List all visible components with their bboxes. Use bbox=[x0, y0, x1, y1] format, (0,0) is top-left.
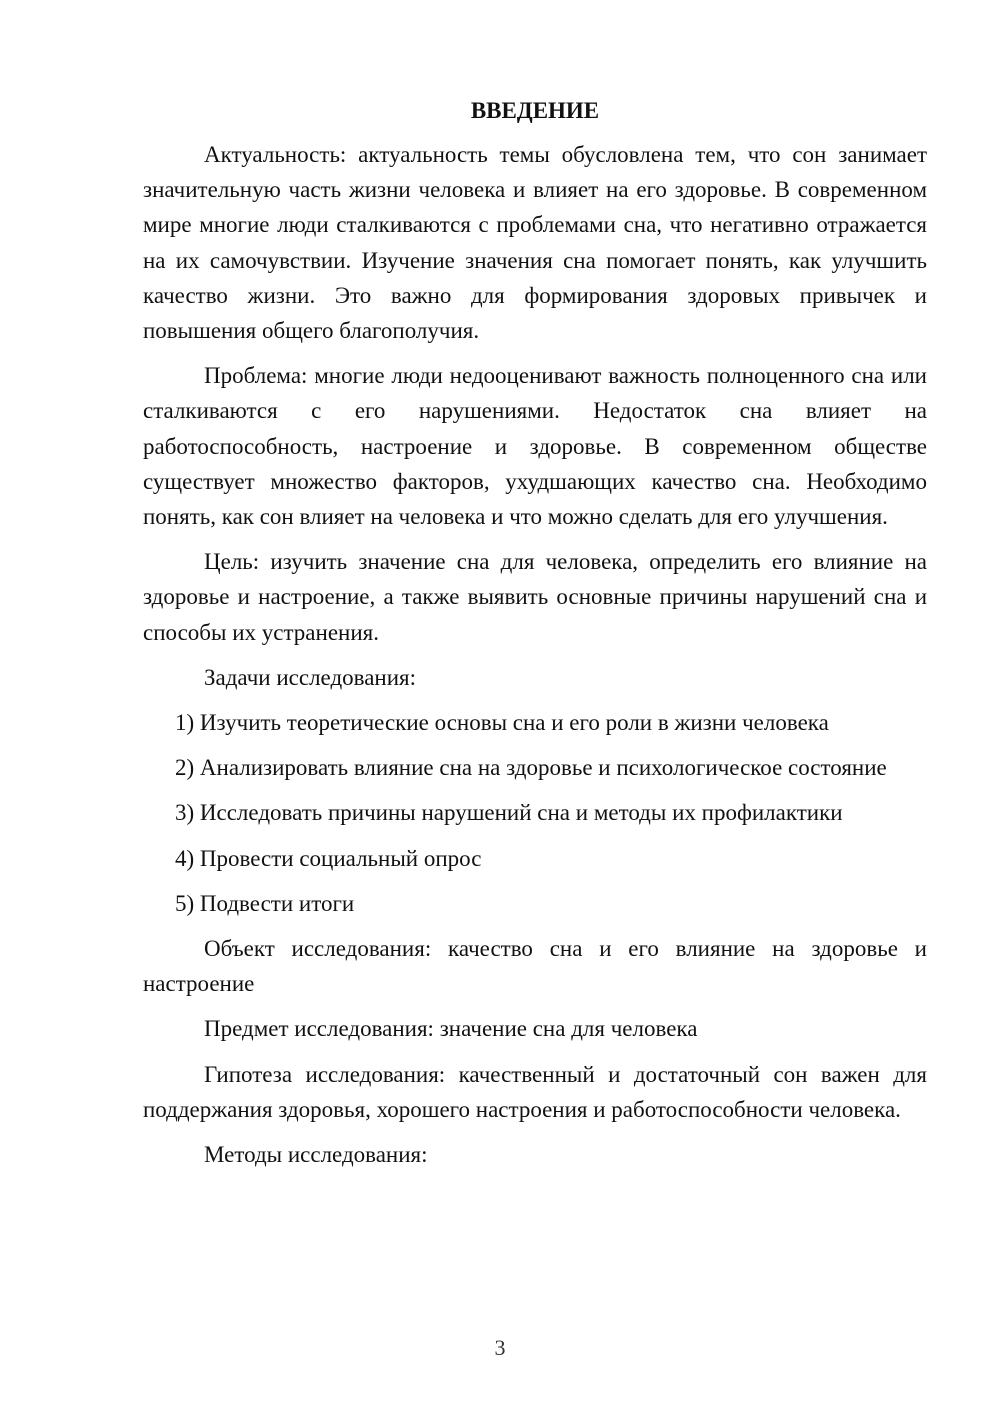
task-item-3: 3) Исследовать причины нарушений сна и методы их профилактики bbox=[175, 800, 843, 826]
paragraph-subject: Предмет исследования: значение сна для человека bbox=[204, 1016, 698, 1042]
paragraph-hypothesis: Гипотеза исследования: качественный и достаточный сон важен для поддержания здоровья, хорошего настроения и работоспособности человека. bbox=[143, 1061, 927, 1122]
page-content bbox=[143, 95, 927, 1182]
task-item-4: 4) Провести социальный опрос bbox=[175, 845, 482, 871]
task-item-1: 1) Изучить теоретические основы сна и его роли в жизни человека bbox=[175, 710, 829, 736]
task-item-2: 2) Анализировать влияние сна на здоровье и психологическое состояние bbox=[175, 755, 887, 781]
page-number: 3 bbox=[494, 1335, 506, 1360]
tasks-heading: Задачи исследования: bbox=[204, 664, 417, 690]
page-title: ВВЕДЕНИЕ bbox=[470, 98, 600, 123]
paragraph-methods: Методы исследования: bbox=[204, 1142, 428, 1168]
paragraph-goal: Цель: изучить значение сна для человека, определить его влияние на здоровье и настроение, а также выявить основные причины нарушений сна и способы их устранения. bbox=[143, 549, 927, 645]
paragraph-problem: Проблема: многие люди недооценивают важность полноценного сна или сталкиваются с его нарушениями. Недостаток сна влияет на работоспособность, настроение и здоровье. В современном обществе существует множество факторов, ухудшающих качество сна. Необходимо понять, как сон влияет на человека и что можно сделать для его улучшения. bbox=[143, 363, 927, 530]
paragraph-object: Объект исследования: качество сна и его влияние на здоровье и настроение bbox=[143, 936, 927, 997]
paragraph-relevance: Актуальность: актуальность темы обусловлена тем, что сон занимает значительную часть жизни человека и влияет на его здоровье. В современном мире многие люди сталкиваются с проблемами сна, что негативно отражается на их самочувствии. Изучение значения сна помогает понять, как улучшить качество жизни. Это важно для формирования здоровых привычек и повышения общего благополучия. bbox=[143, 142, 927, 344]
task-item-5: 5) Подвести итоги bbox=[175, 890, 355, 916]
